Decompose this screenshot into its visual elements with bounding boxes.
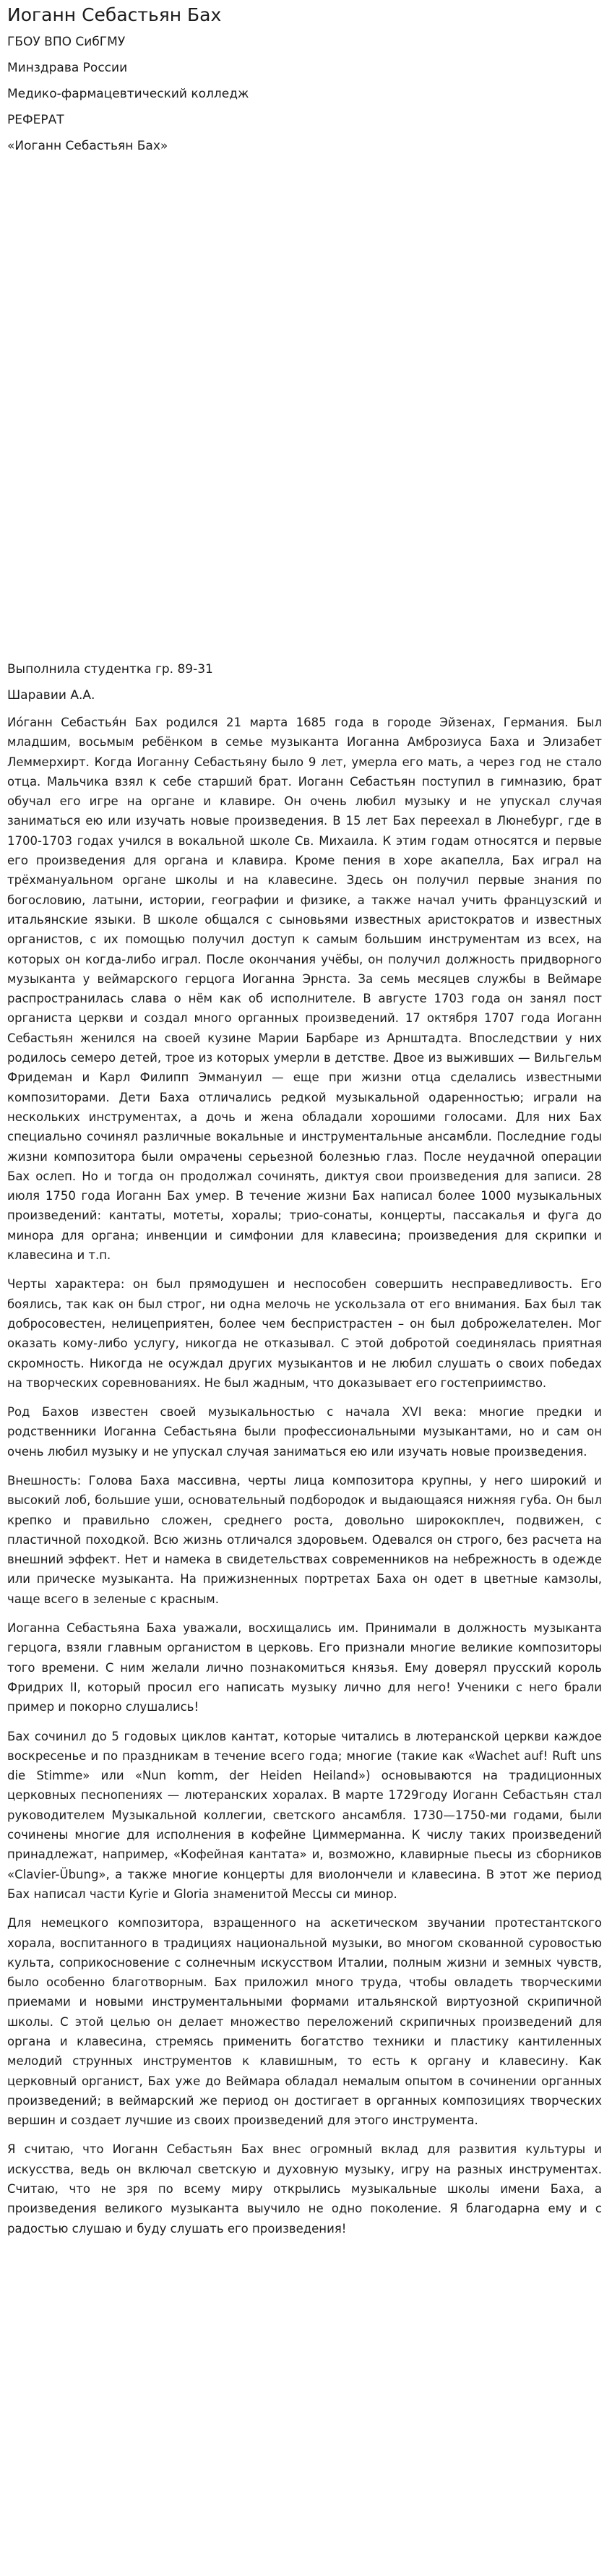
blank-space (7, 163, 602, 661)
document-title: Иоганн Себастьян Бах (7, 4, 222, 25)
university-name: ГБОУ ВПО СибГМУ (7, 35, 126, 49)
author-name: Шаравии А.А. (7, 688, 95, 703)
work-topic: «Иоганн Себастьян Бах» (7, 139, 168, 153)
author-group: Выполнила студентка гр. 89-31 (7, 662, 213, 677)
paragraph-recognition: Иоганна Себастьяна Баха уважали, восхищались им. Принимали в должность музыканта герцога, взяли главным органистом в церковь. Его признали многие великие композиторы того времени. С ним желали лично познакомиться князья. Ему доверял прусский король Фридрих II, который просил его написать музыку лично для него! Ученики с него брали пример и покорно слушались! (7, 1621, 602, 1714)
college-name: Медико-фармацевтический колледж (7, 87, 249, 101)
paragraph-family: Род Бахов известен своей музыкальностью с начала XVI века: многие предки и родственники Иоганна Себастьяна были профессиональными музыкантами, но и сам он очень любил музыку и не упускал случая заниматься ею или изучать новые произведения. (7, 1405, 602, 1459)
work-type: РЕФЕРАТ (7, 113, 64, 127)
paragraph-cantatas: Бах сочинил до 5 годовых циклов кантат, которые читались в лютеранской церкви каждое воскресенье и по праздникам в течение всего года; многие (такие как «Wachet auf! Ruft uns die Stimme» или «Nun komm, der Heiden Heiland») основываются на традиционных церковных песнопениях — лютеранских хоралах. В марте 1729году Иоганн Себастьян стал руководителем Музыкальной коллегии, светского ансамбля. 1730—1750-ми годами, были сочинены многие для исполнения в кофейне Циммерманна. К числу таких произведений принадлежат, например, «Кофейная кантата» и, возможно, клавирные пьесы из сборников «Clavier-Übung», а также многие концерты для виолончели и клавесина. В этот же период Бах написал части Kyrie и Gloria знаменитой Мессы си минор. (7, 1729, 602, 1901)
paragraph-appearance: Внешность: Голова Баха массивна, черты лица композитора крупны, у него широкий и высокий лоб, большие уши, основательный подбородок и выдающаяся нижняя губа. Он был крепко и правильно сложен, среднего роста, довольно ширококплеч, подвижен, с пластичной походкой. Всю жизнь отличался здоровьем. Одевался он строго, без расчета на внешний эффект. Нет и намека в свидетельствах современников на небрежность в одежде или прическе музыканта. На прижизненных портретах Баха он одет в цветные камзолы, чаще всего в зеленые с красным. (7, 1473, 602, 1606)
author-block (7, 661, 602, 704)
paragraph-biography: Ио́ганн Себастья́н Бах родился 21 марта 1685 года в городе Эйзенах, Германия. Был младшим, восьмым ребёнком в семье музыканта Иоганна Амброзиуса Баха и Элизабет Леммерхирт. Когда Иоганну Себастьяну было 9 лет, умерла его мать, а через год не стало отца. Мальчика взял к себе старший брат. Иоганн Себастьян поступил в гимназию, брат обучал его игре на органе и клавире. Он очень любил музыку и не упускал случая заниматься ею или изучать новые произведения. В 15 лет Бах переехал в Люнебург, где в 1700-1703 годах учился в вокальной школе Св. Михаила. К этим годам относятся и первые его произведения для органа и клавира. Кроме пения в хоре акапелла, Бах играл на трёхмануальном органе школы и на клавесине. Здесь он получил первые знания по богословию, латыни, истории, географии и физике, а также начал учить французский и итальянские языки. В школе общался с сыновьями известных аристократов и известных органистов, с их помощью получил доступ к самым большим инструментам из всех, на которых он когда-либо играл. После окончания учёбы, он получил должность придворного музыканта у веймарского герцога Иоганна Эрнста. За семь месяцев службы в Веймаре распространилась слава о нём как об исполнителе. В августе 1703 года он занял пост органиста церкви и создал много органных произведений. 17 октября 1707 года Иоганн Себастьян женился на своей кузине Марии Барбаре из Арнштадта. Впоследствии у них родилось семеро детей, трое из которых умерли в детстве. Двое из выживших — Вильгельм Фридеман и Карл Филипп Эммануил — еще при жизни отца сделались известными композиторами. Дети Баха отличались редкой музыкальной одаренностью; играли на нескольких инструментах, а дочь и жена обладали хорошими голосами. Для них Бах специально сочинял различные вокальные и инструментальные ансамбли. Последние годы жизни композитора были омрачены серьезной болезнью глаз. После неудачной операции Бах ослеп. Но и тогда он продолжал сочинять, диктуя свои произведения для записи. 28 июля 1750 года Иоганн Бах умер. В течение жизни Бах написал более 1000 музыкальных произведений: кантаты, мотеты, хоралы; трио-сонаты, концерты, пассакалья и фуга до минора для органа; инвенции и симфонии для клавесина; произведения для скрипки и клавесина и т.п. (7, 716, 602, 1263)
paragraph-italian-influence: Для немецкого композитора, взращенного на аскетическом звучании протестантского хорала, воспитанного в традициях национальной музыки, во многом скованной суровостью культа, соприкосновение с солнечным искусством Италии, полным жизни и земных чувств, было особенно благотворным. Бах приложил много труда, чтобы овладеть творческими приемами и новыми инструментальными формами итальянской виртуозной скрипичной школы. С этой целью он делает множество переложений скрипичных произведений для органа и клавесина, стремясь применить богатство техники и пластику кантиленных мелодий струнных инструментов к клавишным, то есть к органу и клавесину. Как церковный органист, Бах уже до Веймара обладал немалым опытом в сочинении органных произведений; в веймарский же период он достигает в органных композициях творческих вершин и создает лучшие из своих произведений для этого инструмента. (7, 1916, 602, 2128)
paragraph-character: Черты характера: он был прямодушен и неспособен совершить несправедливость. Его боялись, так как он был строг, ни одна мелочь не ускользала от его внимания. Бах был так добросовестен, нелицеприятен, более чем беспристрастен – он был доброжелателен. Мог оказать кому-либо услугу, никогда не отказывал. С этой добротой соединялась приятная скромность. Никогда не осуждал других музыкантов и не любил слушать о своих победах на творческих соревнованиях. Не был жадным, что доказывает его гостеприимство. (7, 1277, 602, 1390)
essay-body (7, 713, 602, 2238)
paragraph-conclusion: Я считаю, что Иоганн Себастьян Бах внес огромный вклад для развития культуры и искусства, ведь он включал светскую и духовную музыку, игру на разных инструментах. Считаю, что не зря по всему миру открылись музыкальные школы имени Баха, а произведения великого музыканта выучило не одно поколение. Я благодарна ему и с радостью слушаю и буду слушать его произведения! (7, 2142, 602, 2236)
front-matter (7, 33, 602, 155)
ministry-name: Минздрава России (7, 61, 128, 75)
